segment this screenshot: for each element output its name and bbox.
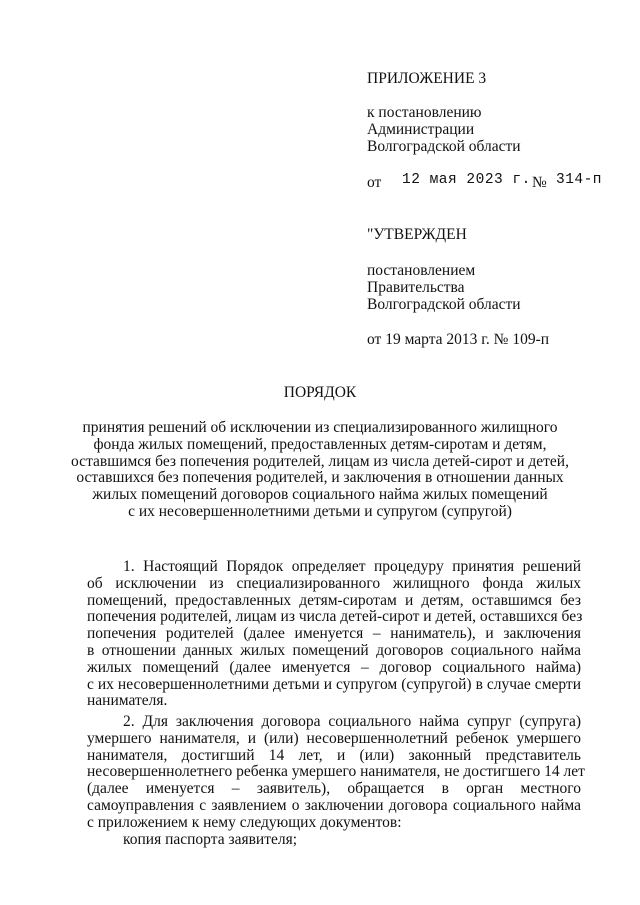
appendix-number: 314-п: [556, 172, 603, 188]
document-title: ПОРЯДОК: [283, 384, 357, 401]
paragraph-line: жилых помещений (далее именуется – договор социального найма): [87, 658, 581, 676]
approved-line-3: Волгоградской области: [367, 296, 521, 313]
appendix-date-prefix: от: [367, 174, 382, 191]
paragraph-line: с приложением к нему следующих документов:: [87, 813, 402, 831]
appendix-date: 12 мая 2023 г.: [402, 172, 531, 188]
paragraph-line: об исключении из специализированного жилищного фонда жилых: [87, 574, 581, 592]
subtitle-line: с их несовершеннолетними детьми и супругом (супругой): [128, 502, 512, 520]
approved-line-1: постановлением: [367, 262, 476, 279]
subtitle-line: фонда жилых помещений, предоставленных детям-сиротам и детям,: [93, 435, 547, 453]
appendix-title: ПРИЛОЖЕНИЕ 3: [367, 70, 487, 87]
paragraph-line: попечения родителей (далее именуется – наниматель), и заключения: [87, 625, 581, 643]
approved-title: "УТВЕРЖДЕН: [367, 226, 467, 243]
paragraph-line: помещений, предоставленных детям-сиротам и детям, оставшимся без: [87, 591, 581, 609]
paragraph-line: попечения родителей, лицам из числа детей-сирот и детей, оставшихся без: [87, 608, 583, 626]
paragraph-line: самоуправления с заявлением о заключении договора социального найма: [87, 796, 581, 814]
paragraph-line: несовершеннолетнего ребенка умершего нанимателя, не достигшего 14 лет: [87, 763, 585, 781]
paragraph-line: нанимателя.: [87, 692, 168, 710]
paragraph-line: с их несовершеннолетними детьми и супругом (супругой) в случае смерти: [87, 675, 581, 693]
appendix-line-3: Волгоградской области: [367, 138, 521, 155]
paragraph-line: 1. Настоящий Порядок определяет процедуру принятия решений: [123, 558, 581, 575]
subtitle-line: оставшихся без попечения родителей, и заключения в отношении данных: [76, 469, 564, 487]
document-subtitle: [60, 420, 580, 521]
appendix-line-1: к постановлению: [367, 104, 482, 121]
paragraph-line: умершего нанимателя, и (или) несовершеннолетний ребенок умершего: [87, 729, 581, 747]
paragraph-line: (далее именуется – заявитель), обращается в орган местного: [87, 780, 581, 798]
paragraph-1: [87, 559, 581, 710]
paragraph-line: копия паспорта заявителя;: [123, 830, 298, 848]
appendix-number-prefix: №: [532, 174, 547, 191]
paragraph-line: нанимателя, достигший 14 лет, и (или) законный представитель: [87, 746, 581, 764]
approved-line-2: Правительства: [367, 279, 465, 296]
subtitle-line: принятия решений об исключении из специализированного жилищного: [82, 419, 558, 436]
appendix-line-2: Администрации: [367, 121, 475, 138]
paragraph-2: [87, 713, 585, 848]
paragraph-line: в отношении данных жилых помещений договоров социального найма: [87, 641, 581, 659]
subtitle-line: жилых помещений договоров социального найма жилых помещений: [92, 486, 548, 504]
subtitle-line: оставшимся без попечения родителей, лицам из числа детей-сирот и детей,: [71, 452, 569, 470]
paragraph-line: 2. Для заключения договора социального найма супруг (супруга): [123, 713, 581, 730]
approved-date-line: от 19 марта 2013 г. № 109-п: [367, 331, 550, 348]
